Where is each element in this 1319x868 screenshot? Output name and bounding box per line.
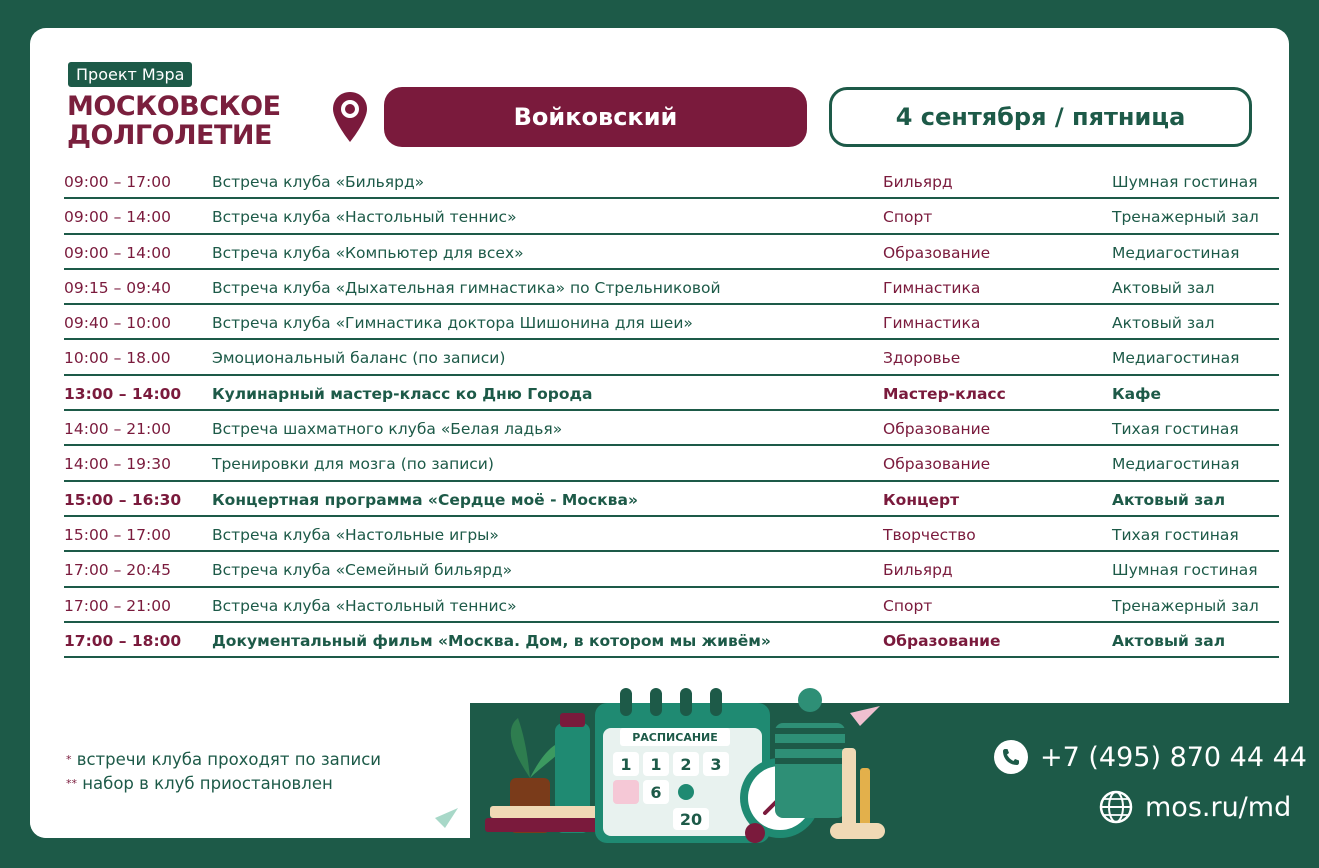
schedule-room: Тренажерный зал <box>1112 596 1259 615</box>
schedule-time: 09:40 – 10:00 <box>64 314 171 333</box>
footnotes <box>66 748 381 796</box>
schedule-time: 09:00 – 14:00 <box>64 243 171 262</box>
schedule-category: Образование <box>883 420 991 439</box>
schedule-room: Актовый зал <box>1112 490 1226 509</box>
calendar-digit: 6 <box>650 783 662 802</box>
schedule-room: Шумная гостиная <box>1112 173 1258 191</box>
schedule-event: Встреча клуба «Компьютер для всех» <box>212 243 524 262</box>
schedule-event: Встреча клуба «Семейный бильярд» <box>212 561 513 580</box>
schedule-room: Тихая гостиная <box>1112 420 1239 439</box>
logo <box>67 92 281 150</box>
schedule-room: Актовый зал <box>1112 314 1215 333</box>
date-label: 4 сентября / пятница <box>829 87 1252 147</box>
schedule-row <box>64 199 1279 234</box>
schedule-category: Бильярд <box>883 561 953 580</box>
footnote-1: * встречи клуба проходят по записи <box>66 750 382 769</box>
schedule-room: Медиагостиная <box>1112 243 1240 262</box>
schedule-row <box>64 376 1279 411</box>
globe-icon <box>1099 790 1133 824</box>
schedule-room: Актовый зал <box>1112 631 1226 650</box>
footnote-2-text: набор в клуб приостановлен <box>82 774 333 793</box>
schedule-time: 15:00 – 16:30 <box>64 490 182 509</box>
schedule-event: Встреча клуба «Дыхательная гимнастика» по Стрельниковой <box>212 278 721 297</box>
schedule-category: Образование <box>883 455 991 474</box>
schedule-event: Встреча клуба «Настольный теннис» <box>212 208 517 227</box>
schedule-category: Творчество <box>883 525 976 544</box>
schedule-room: Медиагостиная <box>1112 349 1240 368</box>
schedule-category: Образование <box>883 243 991 262</box>
schedule-event: Тренировки для мозга (по записи) <box>212 455 494 474</box>
phone-contact[interactable] <box>994 740 1307 774</box>
schedule-category: Спорт <box>883 596 933 615</box>
schedule-event: Кулинарный мастер-класс ко Дню Города <box>212 384 593 403</box>
schedule-row <box>64 446 1279 481</box>
schedule-time: 17:00 – 20:45 <box>64 561 171 580</box>
schedule-category: Гимнастика <box>883 278 981 297</box>
schedule-event: Встреча клуба «Настольный теннис» <box>212 596 517 615</box>
schedule-category: Мастер-класс <box>883 384 1006 403</box>
website-contact[interactable] <box>1099 790 1291 824</box>
schedule-room: Медиагостиная <box>1112 455 1240 474</box>
footnote-2: ** набор в клуб приостановлен <box>66 774 333 793</box>
schedule-time: 17:00 – 18:00 <box>64 631 182 650</box>
schedule-event: Встреча клуба «Бильярд» <box>212 173 425 191</box>
schedule-time: 10:00 – 18.00 <box>64 349 171 368</box>
phone-number: +7 (495) 870 44 44 <box>1040 741 1307 773</box>
schedule-category: Образование <box>883 631 1001 650</box>
schedule-row <box>64 164 1279 199</box>
schedule-room: Тихая гостиная <box>1112 525 1239 544</box>
schedule-time: 09:15 – 09:40 <box>64 278 171 297</box>
district-label: Войковский <box>384 87 807 147</box>
website-url: mos.ru/md <box>1145 791 1292 823</box>
calendar-digit: 3 <box>710 755 722 774</box>
calendar-digit: 20 <box>679 810 703 829</box>
schedule-category: Спорт <box>883 208 933 227</box>
schedule-category: Бильярд <box>883 173 953 191</box>
schedule-row <box>64 588 1279 623</box>
location-pin-icon <box>331 90 369 144</box>
schedule-room: Тренажерный зал <box>1112 208 1259 227</box>
schedule-time: 09:00 – 14:00 <box>64 208 171 227</box>
logo-line-2: ДОЛГОЛЕТИЕ <box>67 120 272 151</box>
schedule-room: Актовый зал <box>1112 278 1215 297</box>
schedule-event: Концертная программа «Сердце моё - Москва» <box>212 490 638 509</box>
schedule-event: Встреча клуба «Настольные игры» <box>212 525 499 544</box>
schedule-row <box>64 411 1279 446</box>
schedule-event: Документальный фильм «Москва. Дом, в котором мы живём» <box>212 631 771 650</box>
schedule-time: 14:00 – 21:00 <box>64 420 171 439</box>
schedule-row <box>64 235 1279 270</box>
schedule-time: 17:00 – 21:00 <box>64 596 171 615</box>
phone-icon <box>994 740 1028 774</box>
schedule-row <box>64 340 1279 375</box>
schedule-time: 13:00 – 14:00 <box>64 384 182 403</box>
schedule-room: Кафе <box>1112 384 1162 403</box>
logo-line-1: МОСКОВСКОЕ <box>67 91 281 122</box>
schedule-illustration <box>410 668 910 848</box>
schedule-table <box>64 164 1279 658</box>
schedule-event: Встреча клуба «Гимнастика доктора Шишонина для шеи» <box>212 314 693 333</box>
schedule-time: 15:00 – 17:00 <box>64 525 171 544</box>
schedule-row <box>64 482 1279 517</box>
schedule-time: 09:00 – 17:00 <box>64 173 171 191</box>
schedule-row <box>64 270 1279 305</box>
calendar-digit: 1 <box>650 755 662 774</box>
schedule-category: Гимнастика <box>883 314 981 333</box>
schedule-category: Здоровье <box>883 349 961 368</box>
calendar-title: РАСПИСАНИЕ <box>632 731 718 744</box>
project-badge: Проект Мэра <box>68 62 192 87</box>
schedule-event: Эмоциональный баланс (по записи) <box>212 349 506 368</box>
schedule-row <box>64 305 1279 340</box>
calendar-digit: 1 <box>620 755 632 774</box>
schedule-event: Встреча шахматного клуба «Белая ладья» <box>212 420 563 439</box>
schedule-row <box>64 623 1279 658</box>
schedule-category: Концерт <box>883 490 960 509</box>
schedule-time: 14:00 – 19:30 <box>64 455 171 474</box>
schedule-row <box>64 552 1279 587</box>
footnote-1-text: встречи клуба проходят по записи <box>76 750 382 769</box>
calendar-digit: 2 <box>680 755 692 774</box>
schedule-room: Шумная гостиная <box>1112 561 1258 580</box>
schedule-row <box>64 517 1279 552</box>
